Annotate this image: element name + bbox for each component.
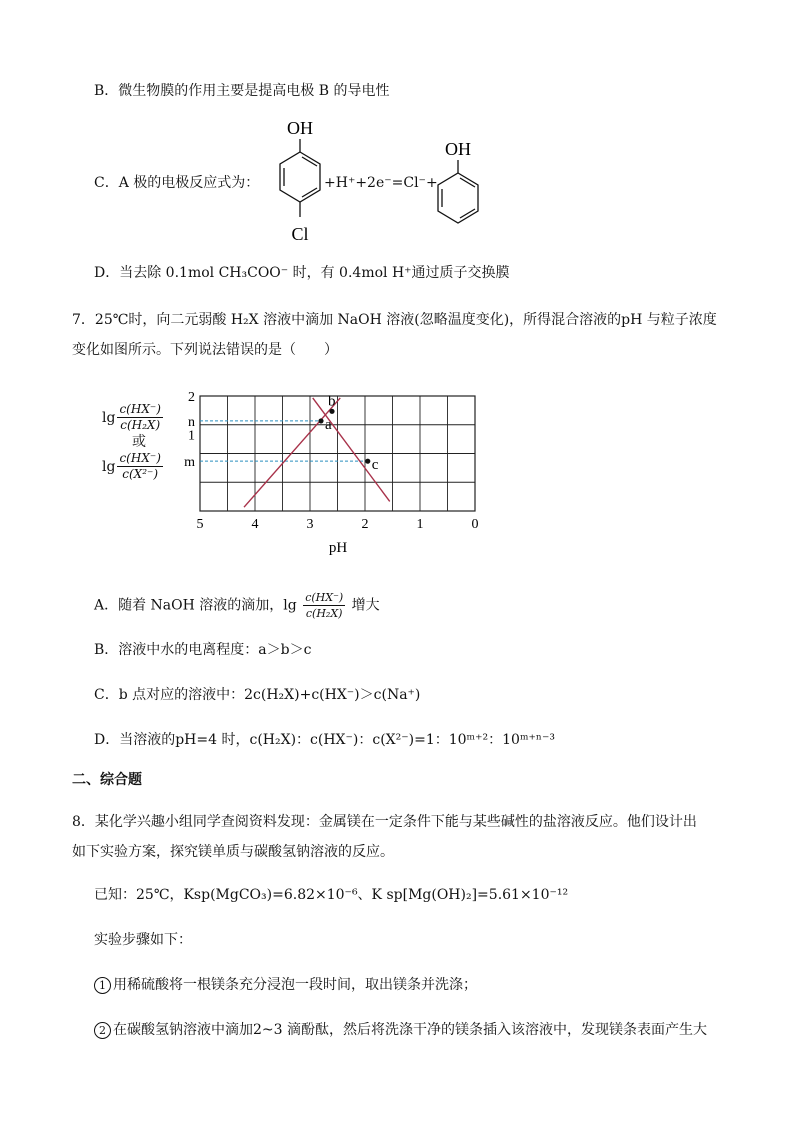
mol2-top-label: OH	[445, 139, 471, 159]
mol1-bottom-label: Cl	[291, 224, 309, 244]
ph-chart	[180, 388, 490, 558]
phenol-structure-icon	[420, 136, 496, 228]
mol1-top-label: OH	[287, 118, 313, 138]
y-tick-label: n	[188, 414, 195, 430]
frac1-den: c(H₂X)	[120, 418, 161, 432]
option-6d: D．当去除 0.1mol CH₃COO⁻ 时，有 0.4mol H⁺通过质子交换膜	[94, 265, 510, 281]
x-tick-label: 0	[471, 517, 479, 532]
frac2-den: c(X²⁻)	[122, 467, 159, 481]
option-6c-label: C．A 极的电极反应式为：	[94, 175, 260, 191]
graph-ylabel-or: 或	[132, 434, 146, 450]
question-7-line2: 变化如图所示。下列说法错误的是（ ）	[72, 342, 338, 358]
option-7a-den: c(H₂X)	[305, 607, 343, 620]
x-tick-label: 2	[361, 517, 369, 532]
step2-number: 2	[94, 1022, 111, 1039]
x-axis-label: pH	[328, 540, 348, 556]
question-8-step2	[94, 1020, 707, 1040]
point-label: c	[371, 457, 379, 474]
question-8-step1	[94, 975, 477, 995]
option-7a-frac	[303, 590, 345, 621]
step2-text: 在碳酸氢钠溶液中滴加2~3 滴酚酞，然后将洗涤干净的镁条插入该溶液中，发现镁条表面产生大	[113, 1022, 707, 1038]
question-7-line1: 7．25℃时，向二元弱酸 H₂X 溶液中滴加 NaOH 溶液(忽略温度变化)，所得混合溶液的pH 与粒子浓度	[72, 312, 717, 328]
option-6b: B．微生物膜的作用主要是提高电极 B 的导电性	[94, 83, 390, 99]
option-7a	[94, 590, 380, 621]
question-8-known: 已知：25℃，Ksp(MgCO₃)=6.82×10⁻⁶、K sp[Mg(OH)₂]=5.61×10⁻¹²	[94, 887, 569, 903]
y-tick-label: 2	[188, 390, 195, 405]
data-point	[365, 459, 370, 464]
graph-ylabel-lg2: lg	[102, 458, 116, 475]
question-8-line1: 8．某化学兴趣小组同学查阅资料发现：金属镁在一定条件下能与某些碱性的盐溶液反应。他们设计出	[72, 814, 697, 830]
step1-number: 1	[94, 977, 111, 994]
option-7a-num: c(HX⁻)	[305, 591, 344, 604]
option-7a-prefix: A．随着 NaOH 溶液的滴加，lg	[94, 597, 297, 614]
option-7d: D．当溶液的pH=4 时，c(H₂X)：c(HX⁻)：c(X²⁻)=1：10ᵐ⁺²：10ᵐ⁺ⁿ⁻³	[94, 732, 555, 748]
question-8-steps-title: 实验步骤如下：	[94, 932, 192, 948]
x-tick-label: 3	[306, 517, 314, 532]
x-tick-label: 1	[416, 517, 424, 532]
graph-ylabel-frac2	[117, 451, 162, 482]
option-6c-reaction: +H⁺+2e⁻=Cl⁻+	[324, 175, 438, 191]
graph-ylabel-frac1	[117, 402, 162, 433]
frac1-num: c(HX⁻)	[119, 402, 161, 416]
option-7b: B．溶液中水的电离程度：a＞b＞c	[94, 642, 312, 658]
data-point	[329, 409, 334, 414]
question-8-line2: 如下实验方案，探究镁单质与碳酸氢钠溶液的反应。	[72, 844, 394, 860]
option-7c: C．b 点对应的溶液中：2c(H₂X)+c(HX⁻)＞c(Na⁺)	[94, 687, 421, 703]
series-line	[313, 398, 390, 502]
section-heading: 二、综合题	[72, 772, 142, 788]
graph-ylabel	[102, 402, 182, 482]
y-tick-label: 1	[188, 428, 195, 444]
point-label: b	[328, 393, 336, 410]
x-tick-label: 5	[196, 517, 204, 532]
y-tick-label: m	[184, 455, 195, 471]
step1-text: 用稀硫酸将一根镁条充分浸泡一段时间，取出镁条并洗涤；	[113, 977, 477, 993]
option-7a-suffix: 增大	[351, 597, 380, 614]
point-label: a	[325, 416, 332, 433]
frac2-num: c(HX⁻)	[119, 451, 161, 465]
data-point	[318, 418, 323, 423]
graph-ylabel-lg1: lg	[102, 409, 116, 426]
x-tick-label: 4	[251, 517, 259, 532]
